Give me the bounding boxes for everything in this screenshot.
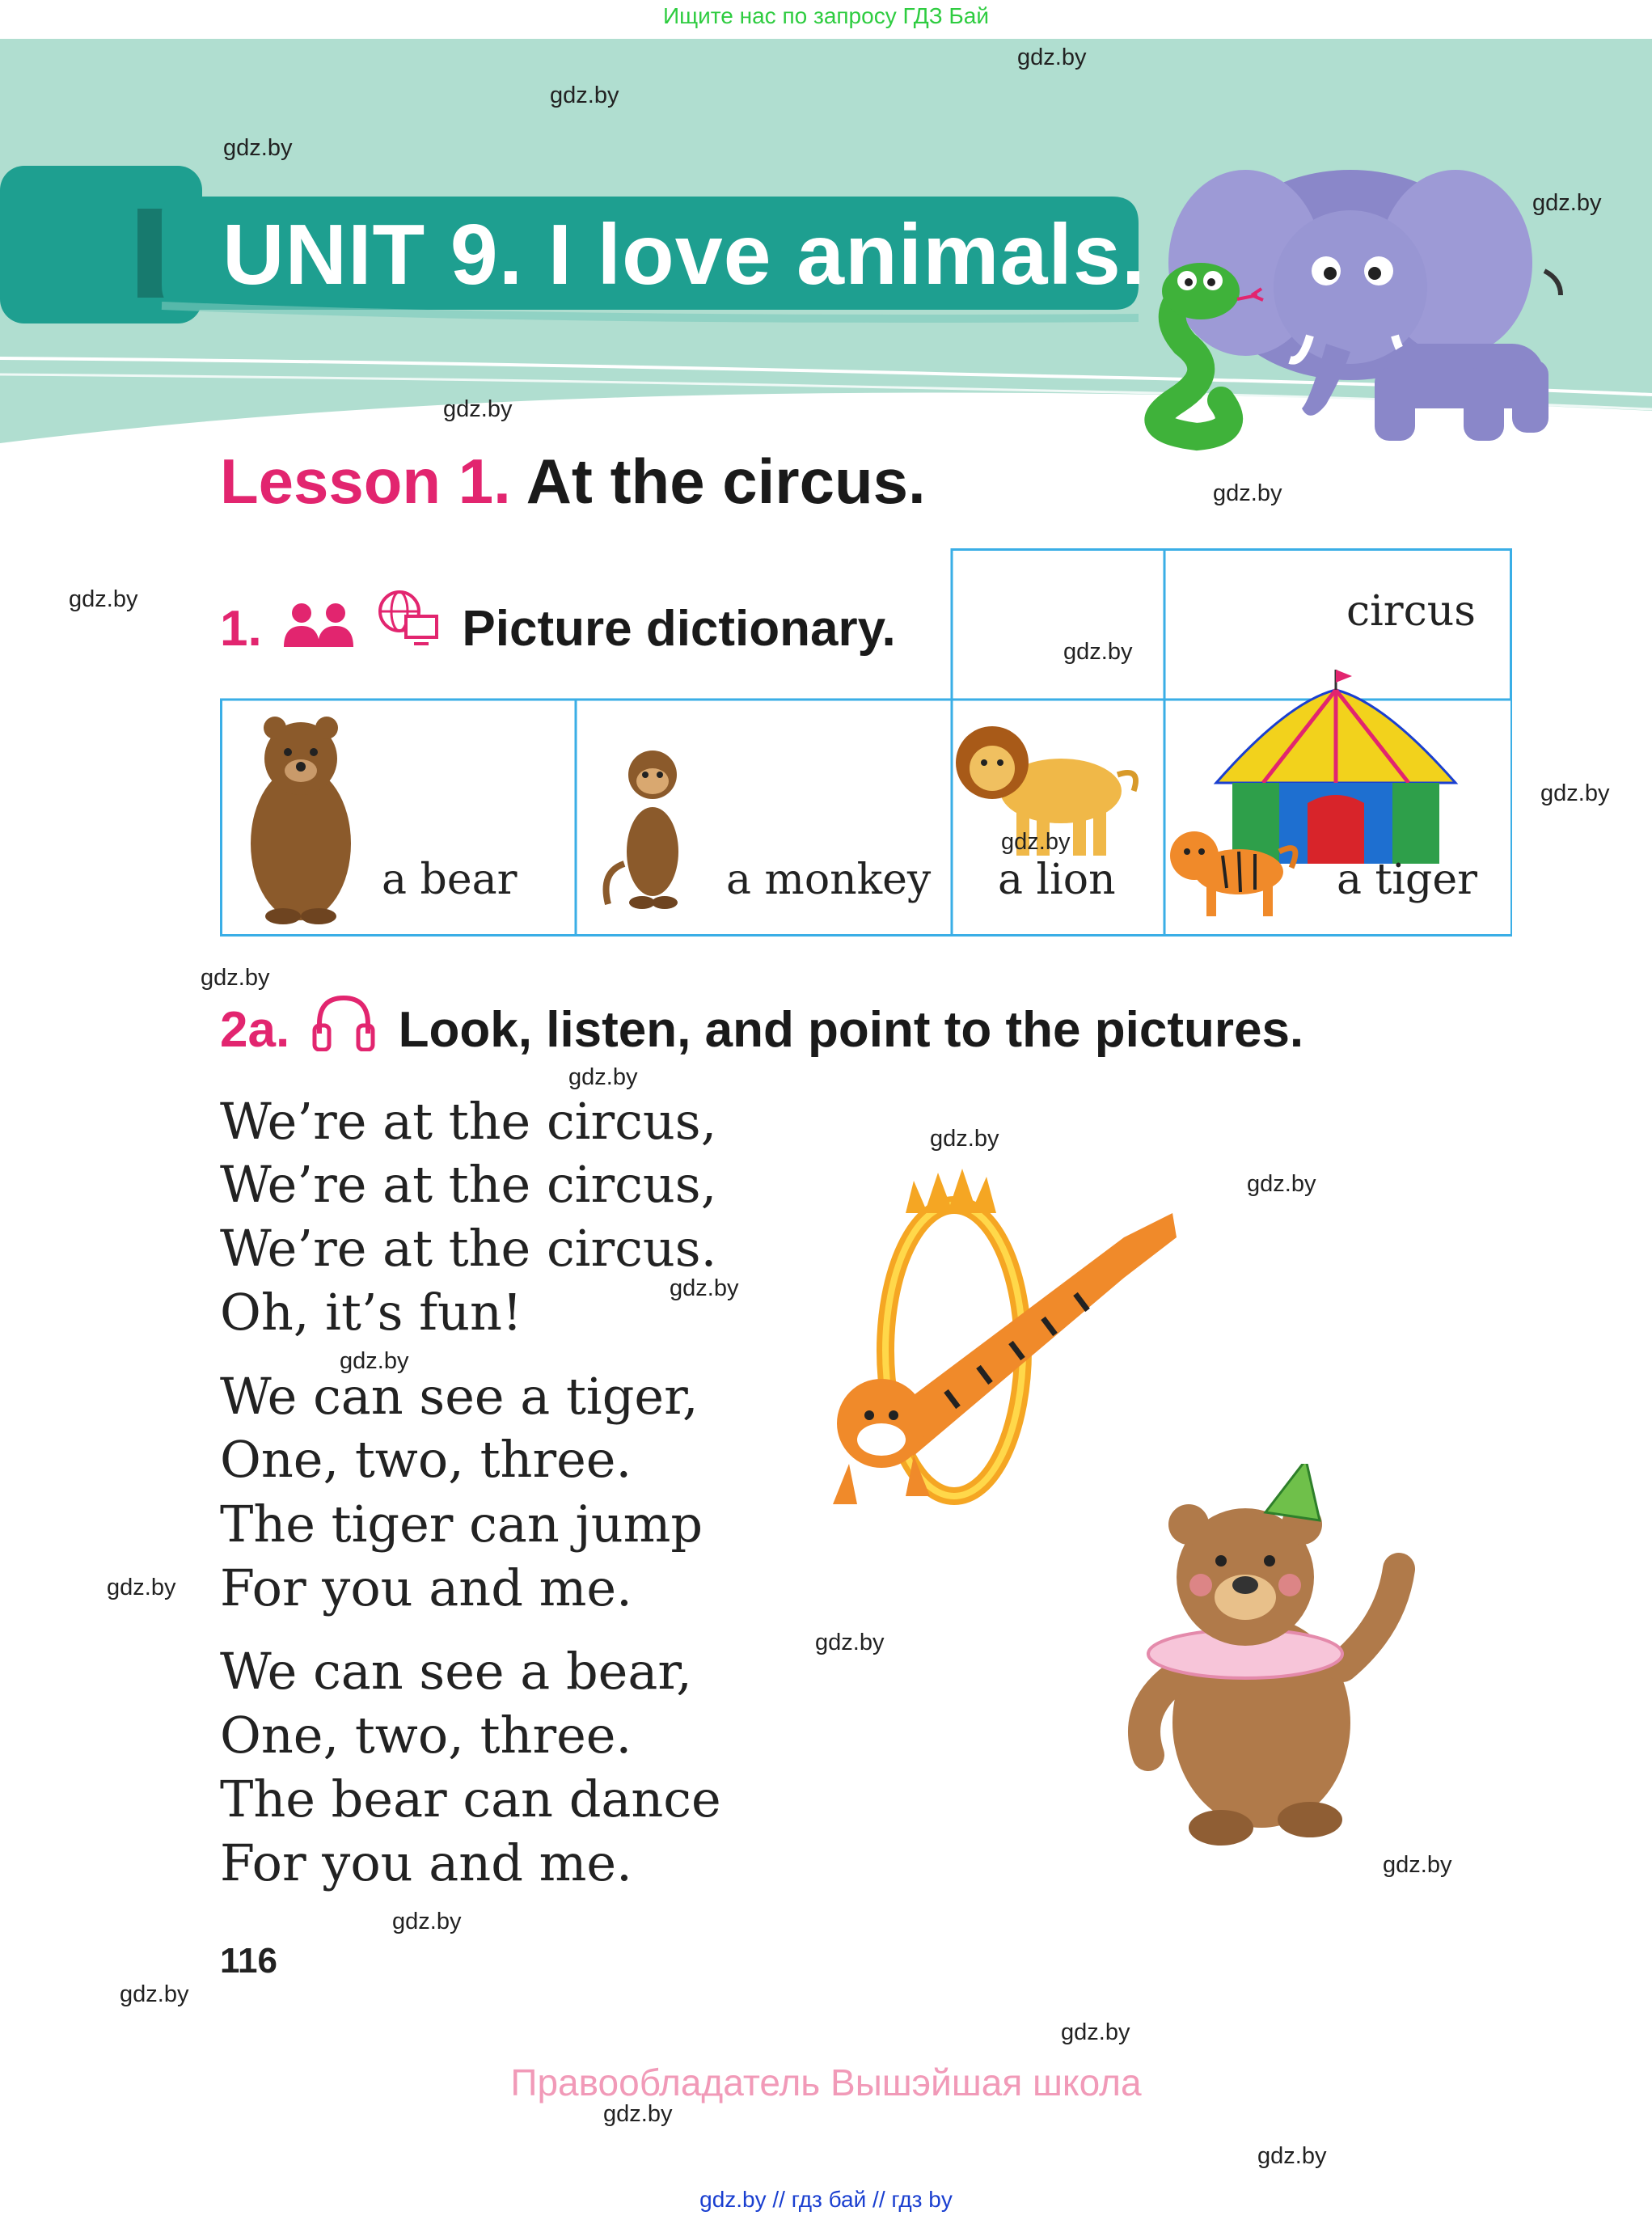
poem-line: We’re at the circus,: [220, 1155, 717, 1214]
watermark: gdz.by: [1383, 1852, 1452, 1878]
poem-line: For you and me.: [220, 1558, 632, 1617]
watermark: gdz.by: [603, 2101, 673, 2127]
label-lion: a lion: [998, 856, 1116, 904]
watermark: gdz.by: [670, 1275, 739, 1301]
dancing-bear-illustration: [1108, 1464, 1431, 1852]
label-tiger: a tiger: [1337, 856, 1477, 904]
lesson-title: [220, 445, 926, 518]
watermark: gdz.by: [1063, 639, 1133, 665]
label-bear: a bear: [382, 856, 518, 904]
poem-line: We’re at the circus,: [220, 1092, 717, 1151]
watermark: gdz.by: [1532, 190, 1602, 216]
watermark: gdz.by: [1257, 2143, 1327, 2169]
page-number: 116: [220, 1941, 277, 1981]
watermark: gdz.by: [1061, 2019, 1130, 2045]
exercise-2a-title: Look, listen, and point to the pictures.: [398, 1002, 1304, 1058]
watermark: gdz.by: [443, 396, 513, 422]
poem-line: One, two, three.: [220, 1430, 632, 1489]
exercise-1-number: 1.: [220, 601, 262, 657]
top-search-banner[interactable]: Ищите нас по запросу ГДЗ Бай: [662, 3, 990, 28]
poem-line: Oh, it’s fun!: [220, 1283, 522, 1342]
headphones-icon[interactable]: [311, 993, 376, 1051]
watermark: gdz.by: [815, 1630, 885, 1655]
watermark: gdz.by: [223, 135, 293, 161]
exercise-2a-number: 2a.: [220, 1002, 290, 1058]
watermark: gdz.by: [1001, 829, 1071, 855]
exercise-1-title: Picture dictionary.: [462, 601, 896, 657]
poem-line: We can see a bear,: [220, 1642, 692, 1701]
watermark: gdz.by: [392, 1909, 462, 1934]
watermark: gdz.by: [1247, 1171, 1316, 1197]
bear-illustration: [251, 717, 351, 924]
watermark: gdz.by: [568, 1064, 638, 1090]
watermark: gdz.by: [107, 1575, 176, 1600]
publisher-notice: Правообладатель Вышэйшая школа: [510, 2061, 1142, 2103]
watermark: gdz.by: [1213, 480, 1282, 506]
poem-line: For you and me.: [220, 1833, 632, 1892]
poem-line: We’re at the circus.: [220, 1219, 717, 1278]
label-monkey: a monkey: [726, 856, 932, 904]
watermark: gdz.by: [340, 1348, 409, 1374]
watermark: gdz.by: [550, 82, 619, 108]
poem-line: The tiger can jump: [220, 1495, 703, 1554]
exercise-2a-heading: [220, 993, 1303, 1059]
monkey-illustration: [606, 750, 679, 909]
unit-title: UNIT 9. I love animals.: [222, 207, 1147, 302]
lesson-number: Lesson 1.: [220, 446, 511, 517]
footer-links[interactable]: gdz.by // гдз бай // гдз by: [699, 2187, 953, 2212]
lesson-name: At the circus.: [526, 446, 926, 517]
watermark: gdz.by: [930, 1126, 999, 1152]
poem-line: We can see a tiger,: [220, 1367, 699, 1426]
label-circus: circus: [1346, 587, 1476, 636]
poem-line: One, two, three.: [220, 1706, 632, 1765]
watermark: gdz.by: [201, 965, 270, 991]
watermark: gdz.by: [1540, 780, 1610, 806]
poem-line: The bear can dance: [220, 1769, 721, 1829]
watermark: gdz.by: [120, 1981, 189, 2007]
watermark: gdz.by: [1017, 44, 1087, 70]
watermark: gdz.by: [69, 586, 138, 612]
